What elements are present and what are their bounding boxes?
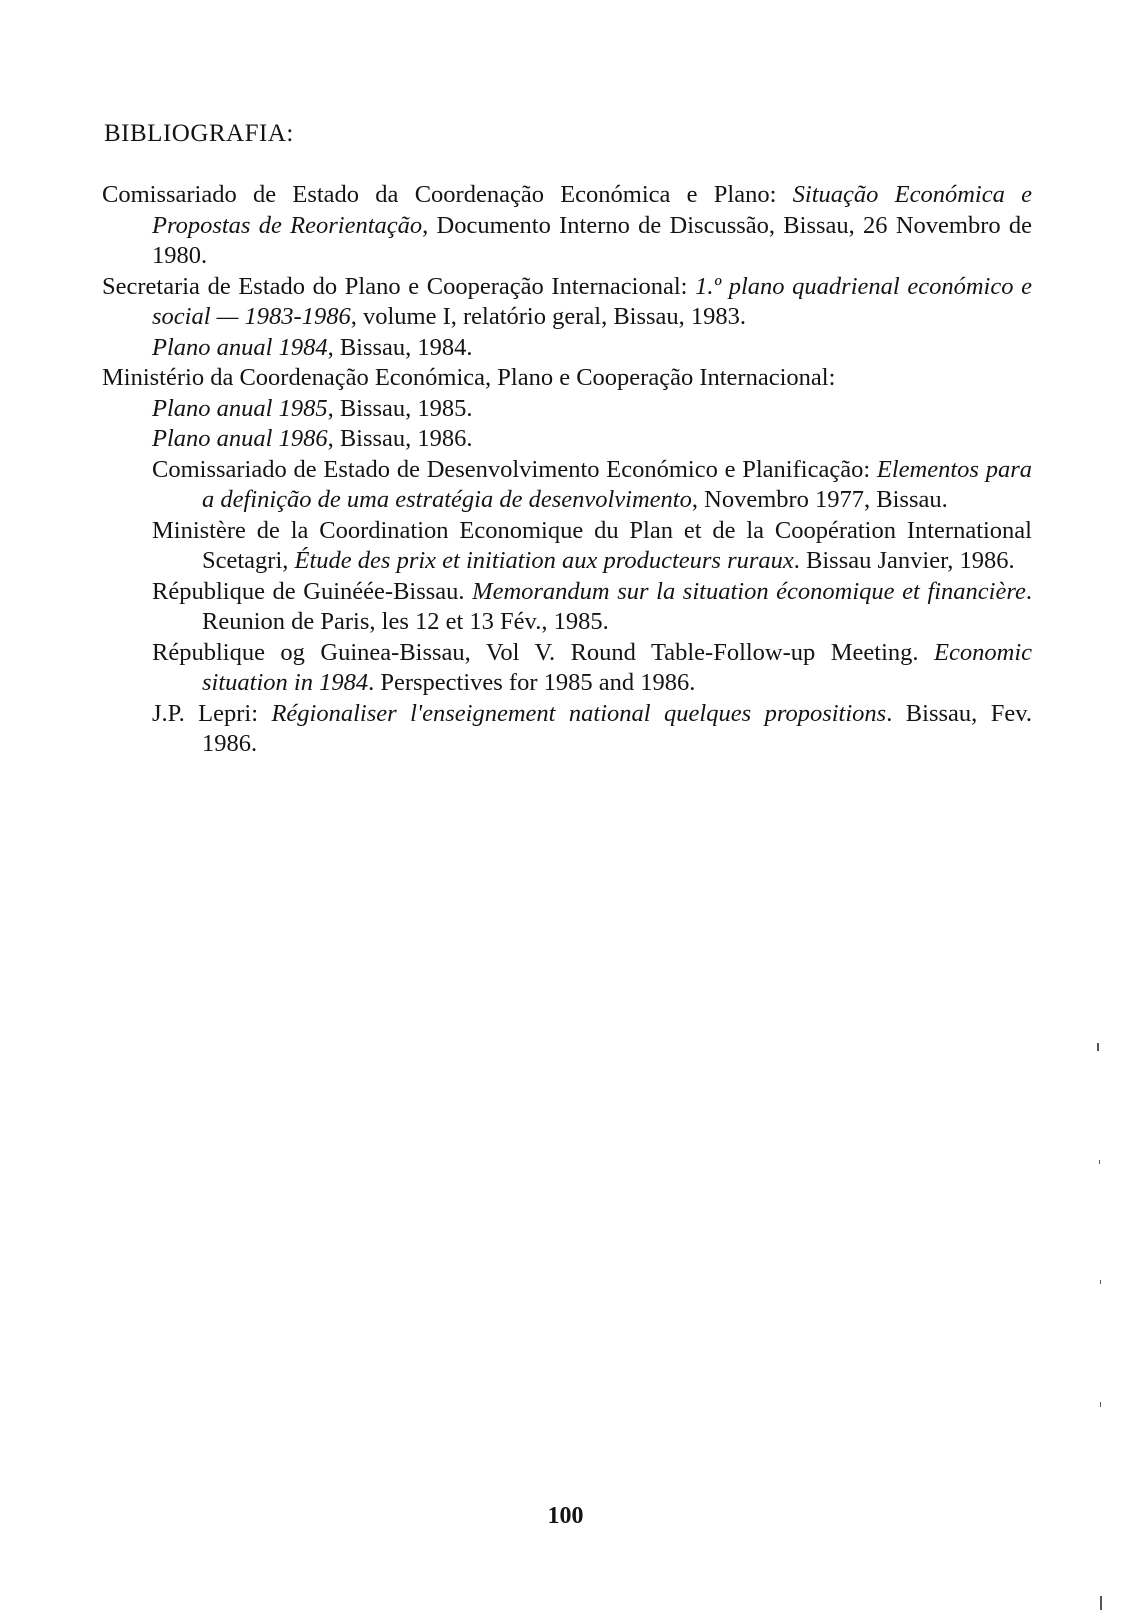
bibliography-entry — [152, 699, 1032, 760]
bibliography-entry — [152, 333, 1032, 364]
page-number: 100 — [547, 1503, 584, 1529]
bibliography-entry — [152, 424, 1032, 455]
bibliography-entry — [152, 455, 1032, 516]
entry-author: Comissariado de Estado da Coordenação Económica e Plano: — [102, 181, 793, 208]
bibliography-heading: BIBLIOGRAFIA: — [104, 120, 294, 147]
entry-title: Plano anual 1984 — [152, 333, 328, 361]
entry-details: . Perspectives for 1985 and 1986. — [368, 669, 696, 696]
entry-details: , Bissau, 1984. — [327, 333, 473, 361]
entry-title: Étude des prix et initiation aux producteurs ruraux — [294, 547, 794, 574]
entry-title: Situação Económica e Propostas de Reorientação — [152, 181, 1032, 239]
bibliography-entry — [152, 516, 1032, 577]
bibliography-entry — [152, 638, 1032, 699]
entry-title: Economic situation in 1984 — [202, 638, 1032, 696]
entry-author: J.P. Lepri: — [152, 699, 272, 727]
entry-author: Secretaria de Estado do Plano e Cooperação Internacional: — [102, 272, 696, 300]
entry-author: Ministère de la Coordination Economique du Plan et de la Coopération International Scetagri, — [152, 516, 1032, 574]
entry-title: 1.º plano quadrienal económico e social — 1983-1986 — [152, 272, 1032, 330]
entry-title: Plano anual 1985 — [152, 394, 328, 422]
entry-title: Plano anual 1986 — [152, 425, 328, 452]
scan-speck — [1099, 1160, 1100, 1164]
entry-details: , Bissau, 1985. — [327, 394, 473, 422]
entry-details: , Novembro 1977, Bissau. — [691, 486, 948, 513]
scan-speck — [1100, 1280, 1101, 1284]
scan-speck — [1100, 1596, 1102, 1610]
entry-author: République de Guinéée-Bissau. — [152, 577, 473, 605]
entry-author: Ministério da Coordenação Económica, Plano e Cooperação Internacional: — [102, 364, 836, 391]
entry-author: République og Guinea-Bissau, Vol V. Round Table-Follow-up Meeting. — [152, 638, 935, 666]
entry-details: . Reunion de Paris, les 12 et 13 Fév., 1985. — [202, 577, 1032, 635]
entry-title: Memorandum sur la situation économique et financière — [472, 577, 1026, 605]
entry-details: . Bissau, Fev. 1986. — [202, 699, 1032, 757]
bibliography-entry — [102, 272, 1032, 333]
bibliography-list — [102, 180, 1032, 760]
entry-details: . Bissau Janvier, 1986. — [793, 547, 1015, 574]
entry-title: Elementos para a definição de uma estratégia de desenvolvimento — [202, 455, 1032, 513]
bibliography-entry — [152, 577, 1032, 638]
entry-details: , Documento Interno de Discussão, Bissau, 26 Novembro de 1980. — [152, 211, 1033, 269]
scan-speck — [1097, 1043, 1099, 1051]
entry-details: , volume I, relatório geral, Bissau, 1983. — [350, 303, 747, 330]
bibliography-entry — [152, 394, 1032, 425]
scan-speck — [1100, 1402, 1101, 1407]
bibliography-entry — [102, 363, 1032, 394]
entry-details: , Bissau, 1986. — [327, 425, 473, 452]
bibliography-entry — [102, 180, 1032, 272]
entry-author: Comissariado de Estado de Desenvolvimento Económico e Planificação: — [152, 455, 877, 483]
entry-title: Régionaliser l'enseignement national quelques propositions — [271, 699, 887, 727]
